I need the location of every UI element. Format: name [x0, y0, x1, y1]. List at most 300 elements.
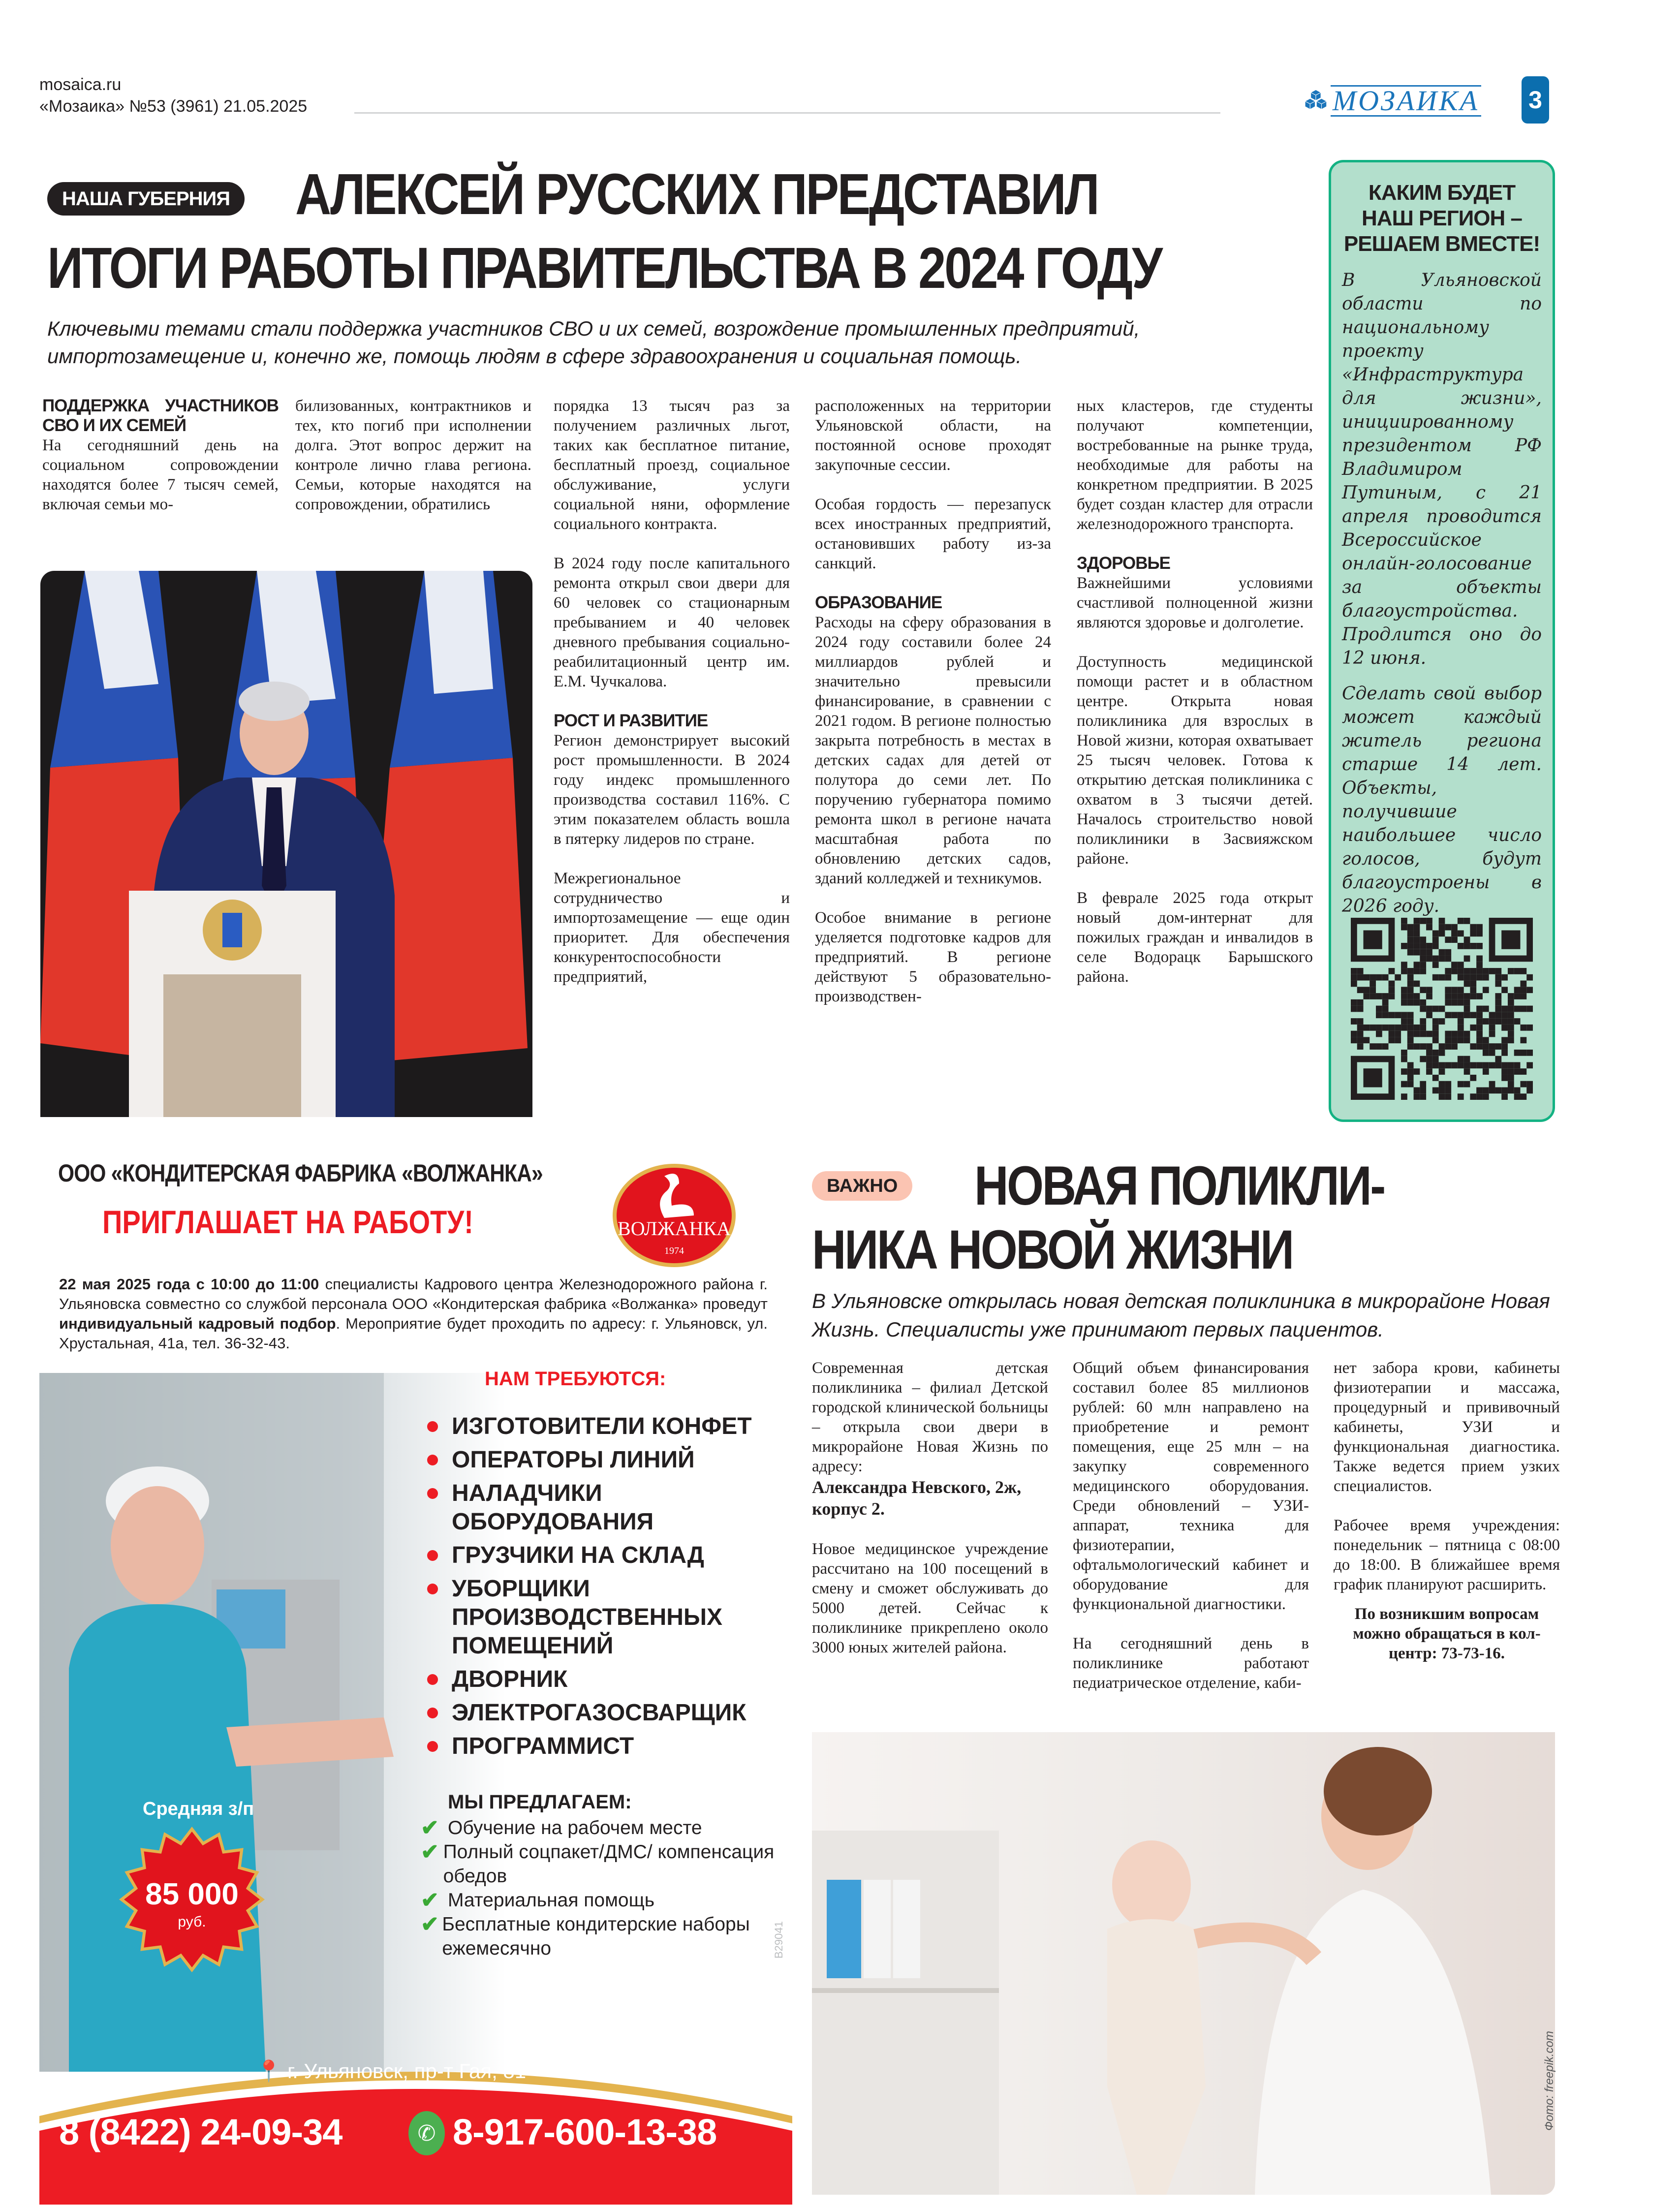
paragraph: расположенных на территории Ульяновской области, на постоянной основе проходят закупочные сессии. [815, 397, 1051, 474]
qr-module [1520, 1050, 1526, 1056]
vacancy-item: ГРУЗЧИКИ НА СКЛАД [423, 1541, 778, 1570]
qr-module [1420, 956, 1426, 962]
qr-module [1526, 1006, 1533, 1012]
qr-module [1401, 1025, 1407, 1031]
qr-module [1364, 993, 1370, 999]
qr-module [1476, 1031, 1483, 1037]
qr-module [1489, 1062, 1495, 1068]
qr-module [1401, 993, 1407, 999]
qr-module [1420, 1043, 1426, 1050]
qr-module [1414, 962, 1420, 968]
qr-module [1407, 1018, 1414, 1025]
ad-phone-landline[interactable]: 8 (8422) 24-09-34 [59, 2112, 342, 2152]
qr-module [1407, 1062, 1414, 1068]
qr-module [1526, 974, 1533, 981]
qr-module [1389, 1012, 1395, 1018]
paragraph: Рабочее время учреждения: понедельник – пятница с 08:00 до 18:00. В ближайшее время график планируют расширить. [1334, 1517, 1560, 1593]
qr-module [1464, 1031, 1470, 1037]
qr-module [1426, 1043, 1432, 1050]
subheading: ЗДОРОВЬЕ [1077, 554, 1170, 573]
qr-module [1401, 962, 1407, 968]
qr-module [1470, 1075, 1476, 1081]
qr-module [1401, 1068, 1407, 1075]
qr-module [1526, 1025, 1533, 1031]
qr-module [1520, 1037, 1526, 1043]
qr-module [1514, 968, 1521, 974]
qr-module [1382, 1043, 1389, 1050]
qr-module [1520, 993, 1526, 999]
qr-module [1495, 993, 1501, 999]
qr-module [1414, 968, 1420, 974]
qr-module [1520, 1081, 1526, 1088]
subheading: ПОДДЕРЖКА УЧАСТНИКОВ СВО И ИХ СЕМЕЙ [42, 396, 279, 435]
qr-module [1495, 1087, 1501, 1093]
vacancy-item: ПРОГРАММИСТ [423, 1732, 778, 1761]
qr-module [1514, 1050, 1521, 1056]
qr-module [1357, 1025, 1364, 1031]
qr-module [1464, 1006, 1470, 1012]
qr-module [1407, 1075, 1414, 1081]
qr-module [1476, 1093, 1483, 1100]
qr-module [1407, 931, 1414, 937]
qr-module [1464, 1062, 1470, 1068]
qr-module [1476, 1043, 1483, 1050]
qr-module [1364, 1037, 1370, 1043]
face [111, 1486, 204, 1604]
clinic-column-3 [1334, 1358, 1560, 1663]
qr-module [1508, 1012, 1514, 1018]
qr-module [1501, 1087, 1508, 1093]
qr-module [1407, 999, 1414, 1006]
qr-module [1426, 956, 1432, 962]
qr-module [1407, 1037, 1414, 1043]
qr-module [1407, 1081, 1414, 1088]
qr-module [1445, 956, 1451, 962]
qr-module [1376, 1031, 1382, 1037]
qr-module [1495, 974, 1501, 981]
qr-module [1458, 1031, 1464, 1037]
qr-module [1458, 962, 1464, 968]
qr-module [1407, 1031, 1414, 1037]
qr-module [1501, 987, 1508, 993]
event-address: . Мероприятие будет проходить по адресу: г. Ульяновск, ул. Хрустальная, 41а, тел. 36-32-43. [59, 1315, 768, 1352]
qr-module [1407, 1025, 1414, 1031]
qr-module [1458, 1037, 1464, 1043]
qr-module [1501, 1006, 1508, 1012]
offers-title: МЫ ПРЕДЛАГАЕМ: [448, 1791, 632, 1813]
qr-module [1483, 1062, 1489, 1068]
qr-module [1520, 1093, 1526, 1100]
qr-module [1420, 1056, 1426, 1062]
qr-module [1514, 1006, 1521, 1012]
qr-module [1369, 1025, 1376, 1031]
qr-module [1489, 968, 1495, 974]
event-text: специалисты Кадрового центра Железнодорожного района г. Ульяновска совместно со службой персонала ООО «Кондитерская фабрика «Волжанка» проведут [59, 1276, 768, 1312]
qr-module [1395, 1025, 1401, 1031]
qr-module [1414, 981, 1420, 987]
qr-module [1445, 974, 1451, 981]
binder [827, 1880, 861, 1978]
clinic-address: Александра Невского, 2ж, корпус 2. [812, 1477, 1022, 1519]
qr-module [1357, 1043, 1364, 1050]
ad-invite: ПРИГЛАШАЕТ НА РАБОТУ! [102, 1204, 473, 1240]
vacancy-item: ИЗГОТОВИТЕЛИ КОНФЕТ [423, 1412, 778, 1441]
qr-module [1520, 987, 1526, 993]
rubric-important-badge: ВАЖНО [812, 1171, 912, 1201]
qr-module [1364, 1025, 1370, 1031]
qr-module [1464, 1037, 1470, 1043]
qr-module [1489, 1012, 1495, 1018]
qr-module [1508, 1031, 1514, 1037]
qr-module [1445, 1081, 1451, 1088]
qr-module [1401, 943, 1407, 949]
paragraph: билизованных, контрактников и тех, кто погиб при исполнении долга. Этот вопрос держит на контроле лично глава региона. Семьи, которые находятся на сопровождении, обратились [295, 397, 531, 513]
qr-module [1445, 1043, 1451, 1050]
qr-module [1376, 993, 1382, 999]
qr-module [1426, 918, 1432, 924]
qr-module [1351, 968, 1357, 974]
ad-phone-mobile[interactable]: 8-917-600-13-38 [453, 2112, 717, 2152]
qr-module [1464, 999, 1470, 1006]
qr-module [1420, 918, 1426, 924]
qr-module [1483, 1018, 1489, 1025]
needs-title: НАМ ТРЕБУЮТСЯ: [485, 1368, 666, 1390]
doctor-hair [1324, 1747, 1432, 1836]
qr-module [1420, 968, 1426, 974]
qr-module [1401, 1093, 1407, 1100]
qr-module [1476, 1087, 1483, 1093]
qr-module [1451, 1012, 1458, 1018]
volzhanka-logo [581, 1161, 768, 1270]
qr-module [1464, 981, 1470, 987]
clinic-column-1 [812, 1358, 1048, 1657]
qr-module [1514, 1018, 1521, 1025]
qr-module [1439, 1018, 1445, 1025]
qr-module [1476, 962, 1483, 968]
qr-module [1401, 1081, 1407, 1088]
qr-module [1420, 962, 1426, 968]
site-url[interactable]: mosaica.ru [39, 75, 122, 94]
qr-module [1508, 993, 1514, 999]
qr-module [1426, 1012, 1432, 1018]
qr-module [1420, 1093, 1426, 1100]
paragraph: Общий объем финансирования составил более 85 миллионов рублей: 60 млн направлено на приобретение и ремонт помещения, еще 25 млн – на закупку современного медицинского оборудования. Среди обновлений – УЗИ-аппарат, техника для физиотерапии, офтальмологический кабинет и оборудование для функциональной диагностики. [1073, 1359, 1309, 1613]
qr-module [1470, 1043, 1476, 1050]
paragraph: нет забора крови, кабинеты физиотерапии и массажа, процедурный и прививочный кабинеты, УЗИ и функциональная диагностика. Также ведется прием узких специалистов. [1334, 1359, 1560, 1495]
qr-module [1414, 936, 1420, 943]
qr-module [1432, 936, 1439, 943]
qr-module [1470, 987, 1476, 993]
qr-module [1426, 943, 1432, 949]
qr-module [1426, 987, 1432, 993]
qr-module [1464, 968, 1470, 974]
qr-module [1483, 1006, 1489, 1012]
qr-module [1401, 1012, 1407, 1018]
qr-module [1439, 918, 1445, 924]
qr-module [1501, 1043, 1508, 1050]
qr-module [1407, 1068, 1414, 1075]
qr-module [1432, 1006, 1439, 1012]
qr-module [1470, 993, 1476, 999]
qr-module [1401, 968, 1407, 974]
qr-module [1470, 974, 1476, 981]
qr-module [1470, 981, 1476, 987]
ad-code: В29041 [773, 1921, 785, 1959]
qr-module [1464, 936, 1470, 943]
qr-module [1495, 1012, 1501, 1018]
qr-module [1508, 999, 1514, 1006]
qr-module [1501, 1093, 1508, 1100]
qr-module [1464, 1012, 1470, 1018]
salary-value: 85 000 [145, 1877, 239, 1911]
qr-module [1470, 1012, 1476, 1018]
salary-badge [118, 1826, 266, 1973]
qr-module [1464, 1056, 1470, 1062]
qr-module [1476, 1025, 1483, 1031]
qr-module [1458, 1018, 1464, 1025]
qr-module [1439, 1006, 1445, 1012]
qr-module [1426, 1031, 1432, 1037]
qr-module [1432, 1018, 1439, 1025]
clinic-headline-line-1: НОВАЯ ПОЛИКЛИ- [974, 1155, 1384, 1216]
qr-module [1483, 968, 1489, 974]
qr-module [1357, 1031, 1364, 1037]
qr-module [1476, 1037, 1483, 1043]
qr-module [1451, 993, 1458, 999]
qr-module [1508, 1068, 1514, 1075]
qr-module [1382, 1012, 1389, 1018]
qr-module [1495, 1043, 1501, 1050]
paragraph: В феврале 2025 года открыт новый дом-интернат для пожилых граждан и инвалидов в селе Водорацк Барышского района. [1077, 889, 1313, 986]
qr-module [1414, 918, 1420, 924]
qr-module [1401, 924, 1407, 931]
qr-module [1470, 931, 1476, 937]
qr-module [1432, 931, 1439, 937]
event-date: 22 мая 2025 года с 10:00 до 11:00 [59, 1276, 319, 1293]
qr-module [1458, 918, 1464, 924]
qr-module [1439, 956, 1445, 962]
clinic-column-2 [1073, 1358, 1309, 1693]
qr-module [1426, 1006, 1432, 1012]
checkmark-icon: ✔ [421, 1816, 439, 1840]
qr-module [1476, 931, 1483, 937]
qr-module [1432, 943, 1439, 949]
event-highlight: индивидуальный кадровый подбор [59, 1315, 336, 1332]
qr-module [1407, 974, 1414, 981]
qr-module [1414, 949, 1420, 956]
header-divider [354, 112, 1220, 114]
qr-module [1426, 949, 1432, 956]
qr-module [1476, 993, 1483, 999]
qr-module [1476, 1062, 1483, 1068]
photo-credit: Фото: freepik.com [1543, 2031, 1556, 2131]
qr-module [1420, 1006, 1426, 1012]
qr-module [1432, 962, 1439, 968]
qr-module [1508, 1025, 1514, 1031]
qr-module [1470, 924, 1476, 931]
qr-module [1369, 993, 1376, 999]
governor-photo [40, 571, 532, 1117]
subheading: ОБРАЗОВАНИЕ [815, 593, 942, 612]
qr-module [1407, 1012, 1414, 1018]
qr-module [1501, 1068, 1508, 1075]
offer-item: ✔ Материальная помощь [421, 1888, 655, 1912]
qr-module [1458, 968, 1464, 974]
qr-module [1420, 936, 1426, 943]
voting-sidebar [1329, 160, 1555, 1122]
qr-module [1401, 987, 1407, 993]
qr-module [1407, 987, 1414, 993]
qr-module [1501, 1025, 1508, 1031]
qr-module [1489, 1025, 1495, 1031]
qr-module [1458, 1056, 1464, 1062]
qr-module [1369, 1043, 1376, 1050]
qr-module [1483, 1037, 1489, 1043]
qr-module [1357, 987, 1364, 993]
qr-module [1420, 1031, 1426, 1037]
ad-event-info [59, 1275, 768, 1353]
qr-module [1451, 1037, 1458, 1043]
qr-module [1483, 974, 1489, 981]
qr-module [1426, 1062, 1432, 1068]
qr-module [1351, 1031, 1357, 1037]
sidebar-title: КАКИМ БУДЕТ НАШ РЕГИОН – РЕШАЕМ ВМЕСТЕ! [1343, 181, 1540, 256]
article-column-5 [1077, 396, 1313, 987]
rubric-badge: НАША ГУБЕРНИЯ [47, 182, 245, 216]
qr-module [1401, 1056, 1407, 1062]
qr-module [1439, 974, 1445, 981]
cubes-icon [1304, 84, 1328, 118]
qr-module [1514, 1062, 1521, 1068]
qr-module [1357, 1037, 1364, 1043]
qr-module [1470, 943, 1476, 949]
paragraph: Новое медицинское учреждение рассчитано на 100 посещений в смену и сможет обслуживать до 5000 детей. Сейчас к поликлинике прикреплено около 3000 юных жителей района. [812, 1540, 1048, 1656]
location-pin-icon: 📍 [256, 2059, 282, 2083]
qr-module [1526, 1062, 1533, 1068]
qr-module [1407, 924, 1414, 931]
qr-module [1495, 981, 1501, 987]
ad-company-name: ООО «КОНДИТЕРСКАЯ ФАБРИКА «ВОЛЖАНКА» [58, 1159, 543, 1187]
qr-module [1401, 918, 1407, 924]
qr-module [1508, 1075, 1514, 1081]
qr-module [1495, 999, 1501, 1006]
qr-module [1464, 1081, 1470, 1088]
qr-module [1439, 1062, 1445, 1068]
vacancy-item: НАЛАДЧИКИ ОБОРУДОВАНИЯ [423, 1479, 778, 1536]
vacancy-item: ОПЕРАТОРЫ ЛИНИЙ [423, 1446, 778, 1474]
qr-module [1451, 1031, 1458, 1037]
qr-module [1407, 981, 1414, 987]
sidebar-paragraph: В Ульяновской области по национальному проекту «Инфраструктура для жизни», инициированному президентом РФ Владимиром Путиным, с 21 апреля проводится Всероссийское онлайн-голосование за объекты благоустройства. Продлится оно до 12 июня. [1342, 270, 1542, 668]
qr-module [1501, 1012, 1508, 1018]
qr-module [1476, 943, 1483, 949]
qr-module [1483, 1050, 1489, 1056]
qr-module [1489, 1043, 1495, 1050]
vacancy-item: УБОРЩИКИ ПРОИЗВОДСТВЕННЫХ ПОМЕЩЕНИЙ [423, 1575, 778, 1660]
qr-module [1495, 1006, 1501, 1012]
qr-module [1357, 1018, 1364, 1025]
article-column-1 [42, 396, 279, 514]
qr-module [1401, 1018, 1407, 1025]
podium-illustration [40, 571, 532, 1117]
sidebar-paragraph: Сделать свой выбор может каждый житель региона старше 14 лет. Объекты, получившие наибольшее число голосов, будут благоустроены в 2026 году. [1342, 684, 1542, 916]
offer-item: ✔ Бесплатные кондитерские наборы ежемесячно [421, 1912, 775, 1960]
issue-info: «Мозаика» №53 (3961) 21.05.2025 [39, 97, 308, 116]
qr-module [1369, 974, 1376, 981]
qr-module [1520, 968, 1526, 974]
qr-module [1401, 999, 1407, 1006]
qr-module [1376, 1012, 1382, 1018]
qr-module [1426, 924, 1432, 931]
qr-module [1439, 1043, 1445, 1050]
qr-module [1414, 1093, 1420, 1100]
qr-module [1414, 1025, 1420, 1031]
qr-module [1458, 999, 1464, 1006]
paragraph: Расходы на сферу образования в 2024 году составили более 24 миллиардов рублей и значительно превысили финансирование, в сравнении с 2021 годом. В регионе полностью закрыта потребность в местах в детских садах для детей от полутора до семи лет. По поручению губернатора помимо ремонта школ в регионе начата масштабная работа по обновлению детских садов, зданий колледжей и техникумов. [815, 614, 1051, 887]
qr-module [1439, 1081, 1445, 1088]
qr-module [1508, 1062, 1514, 1068]
qr-module [1501, 1075, 1508, 1081]
qr-module [1432, 974, 1439, 981]
qr-module [1445, 1031, 1451, 1037]
qr-module [1426, 1056, 1432, 1062]
qr-module [1476, 1012, 1483, 1018]
qr-module [1501, 1062, 1508, 1068]
qr-module [1514, 1093, 1521, 1100]
logo-name: ВОЛЖАНКА [618, 1217, 731, 1240]
qr-module [1514, 1068, 1521, 1075]
page-number: 3 [1522, 76, 1549, 124]
qr-module [1382, 993, 1389, 999]
qr-module [1407, 943, 1414, 949]
qr-module [1407, 936, 1414, 943]
paragraph: ных кластеров, где студенты получают компетенции, востребованные на рынке труда, необходимые для работы на конкретном предприятии. В 2025 будет создан кластер для отрасли железнодорожного транспорта. [1077, 397, 1313, 533]
qr-module [1451, 936, 1458, 943]
clinic-headline-line-2: НИКА НОВОЙ ЖИЗНИ [812, 1219, 1293, 1280]
qr-module [1495, 1056, 1501, 1062]
qr-module [1501, 1037, 1508, 1043]
qr-module [1420, 999, 1426, 1006]
qr-module [1432, 1025, 1439, 1031]
qr-module [1382, 1025, 1389, 1031]
qr-module [1445, 987, 1451, 993]
qr-module [1508, 1037, 1514, 1043]
qr-module [1470, 1025, 1476, 1031]
qr-code-icon[interactable] [1351, 918, 1533, 1100]
qr-module [1357, 999, 1364, 1006]
qr-module [1351, 974, 1357, 981]
qr-module [1451, 924, 1458, 931]
offers-list [421, 1816, 775, 1960]
qr-module [1389, 968, 1395, 974]
qr-module [1376, 974, 1382, 981]
qr-module [1451, 968, 1458, 974]
qr-module [1369, 987, 1376, 993]
qr-module [1432, 1056, 1439, 1062]
qr-module [1420, 949, 1426, 956]
qr-module [1439, 1068, 1445, 1075]
qr-module [1483, 987, 1489, 993]
qr-module [1451, 1043, 1458, 1050]
qr-module [1495, 968, 1501, 974]
qr-module [1389, 1031, 1395, 1037]
qr-module [1464, 974, 1470, 981]
qr-module [1445, 924, 1451, 931]
qr-module [1464, 993, 1470, 999]
qr-module [1432, 1062, 1439, 1068]
checkmark-icon: ✔ [421, 1840, 439, 1864]
offer-item: ✔ Полный соцпакет/ДМС/ компенсация обедов [421, 1840, 775, 1888]
